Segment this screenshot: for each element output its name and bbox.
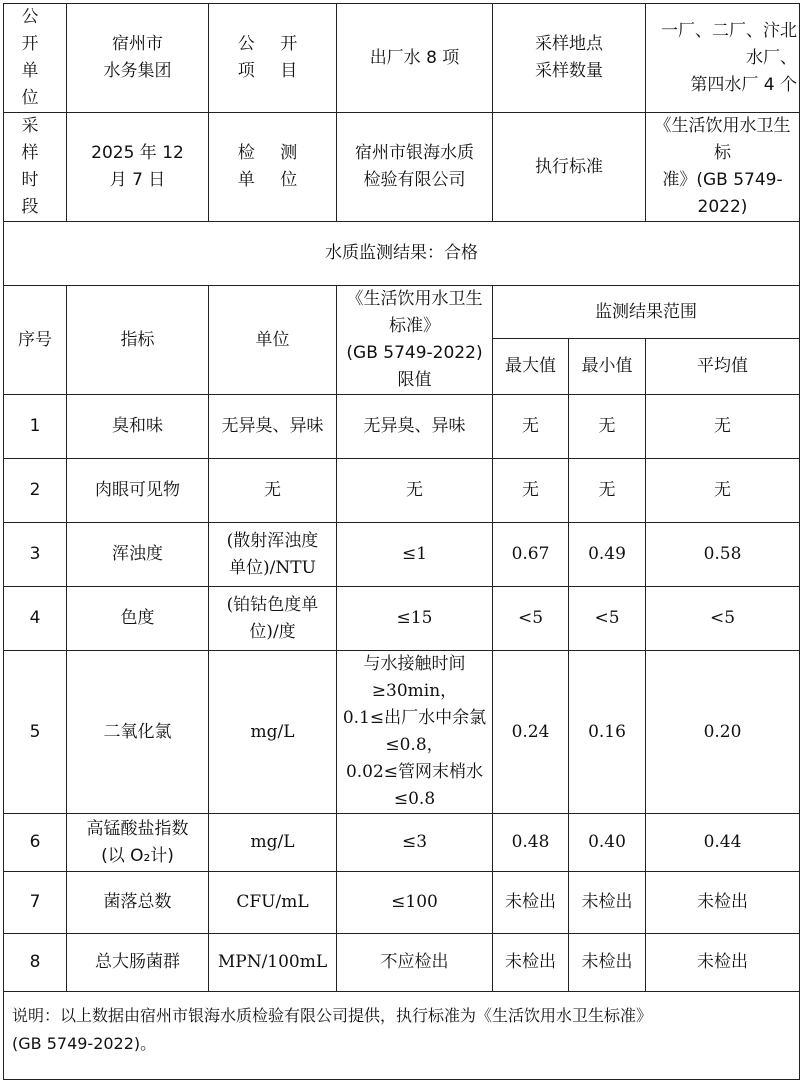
row-indicator [67, 872, 209, 934]
row-unit [209, 587, 337, 651]
note-line-2: (GB 5749-2022)。 [12, 1034, 157, 1053]
result-row [4, 222, 800, 286]
note-row [4, 992, 800, 1080]
sampling-site-value [646, 4, 800, 113]
row-indicator-line: 总大肠菌群 [95, 952, 180, 972]
row-unit [209, 523, 337, 587]
row-unit-line: MPN/100mL [217, 952, 328, 972]
row-indicator-line: 臭和味 [112, 416, 163, 436]
publisher-label-line-2: 单 位 [21, 61, 49, 108]
period-value-line-1: 2025 年 12 [91, 143, 184, 163]
row-indicator-line: 二氧化氯 [103, 721, 172, 742]
row-max: 0.67 [493, 523, 569, 587]
table-row [4, 523, 800, 587]
row-unit-line: 位)/度 [249, 621, 296, 642]
column-limit [337, 286, 493, 395]
column-limit-line-2: (GB 5749-2022)限值 [346, 343, 483, 390]
row-indicator-line: 高锰酸盐指数 [86, 818, 189, 839]
row-unit-line: (散射浑浊度 [226, 530, 319, 551]
row-limit-line: 0.02≤管网末梢水≤0.8 [345, 762, 484, 809]
row-max: 无 [493, 395, 569, 459]
row-unit-line: 无 [264, 480, 281, 500]
row-max: 0.24 [493, 651, 569, 814]
row-indicator [67, 934, 209, 992]
row-no: 7 [4, 872, 67, 934]
row-unit-line: 单位)/NTU [229, 557, 316, 578]
period-label-line-2: 时 段 [21, 170, 49, 217]
sampling-site-label [493, 4, 646, 113]
row-limit-line: 与水接触时间≥30min， [363, 654, 466, 701]
row-limit-line: ≤100 [391, 892, 438, 912]
lab-value-line-2: 检验有限公司 [363, 170, 466, 190]
publisher-value-line-2: 水务集团 [103, 61, 172, 81]
standard-value-line-2: 准》(GB 5749-2022) [662, 170, 783, 217]
row-indicator-line: 肉眼可见物 [95, 480, 180, 500]
items-label-line-1: 公 开 [237, 34, 308, 54]
row-max: 未检出 [493, 872, 569, 934]
row-indicator [67, 814, 209, 872]
row-limit-line: 0.1≤出厂水中余氯≤0.8， [342, 708, 487, 755]
row-max: 无 [493, 459, 569, 523]
lab-label [209, 113, 337, 222]
column-avg: 平均值 [646, 339, 800, 395]
row-unit-line: mg/L [250, 832, 295, 852]
row-min: 0.49 [569, 523, 646, 587]
row-indicator-line: (以 O₂计) [101, 845, 174, 866]
period-value [67, 113, 209, 222]
row-indicator-line: 色度 [120, 608, 155, 628]
row-indicator [67, 651, 209, 814]
row-min: 0.40 [569, 814, 646, 872]
row-limit [337, 814, 493, 872]
row-limit [337, 872, 493, 934]
standard-value [646, 113, 800, 222]
row-no: 3 [4, 523, 67, 587]
table-row [4, 814, 800, 872]
row-indicator-line: 浑浊度 [112, 544, 163, 564]
period-value-line-2: 月 7 日 [109, 170, 166, 190]
column-no: 序号 [4, 286, 67, 395]
row-unit-line: mg/L [250, 721, 295, 742]
row-unit [209, 651, 337, 814]
lab-label-line-1: 检 测 [237, 143, 308, 163]
publisher-label-line-1: 公 开 [21, 7, 49, 54]
column-min: 最小值 [569, 339, 646, 395]
row-indicator [67, 523, 209, 587]
period-label-line-1: 采 样 [21, 116, 49, 163]
row-limit [337, 934, 493, 992]
table-row [4, 395, 800, 459]
row-no: 4 [4, 587, 67, 651]
row-avg: 未检出 [646, 934, 800, 992]
table-row [4, 872, 800, 934]
row-limit-line: ≤1 [401, 544, 428, 564]
row-limit [337, 395, 493, 459]
row-min: 未检出 [569, 872, 646, 934]
row-min: 未检出 [569, 934, 646, 992]
items-label [209, 4, 337, 113]
row-avg: <5 [646, 587, 800, 651]
water-quality-report [3, 3, 800, 1080]
row-limit-line: ≤3 [401, 832, 428, 852]
row-limit-line: ≤15 [396, 608, 433, 628]
row-max: <5 [493, 587, 569, 651]
publisher-value-line-1: 宿州市 [112, 34, 163, 54]
row-indicator [67, 459, 209, 523]
row-avg: 0.44 [646, 814, 800, 872]
standard-value-line-1: 《生活饮用水卫生标 [654, 116, 791, 163]
period-label [4, 113, 67, 222]
row-avg: 0.58 [646, 523, 800, 587]
row-indicator [67, 395, 209, 459]
lab-value [337, 113, 493, 222]
row-avg: 无 [646, 459, 800, 523]
sampling-site-label-line-2: 采样数量 [535, 61, 603, 81]
table-row [4, 587, 800, 651]
row-no: 5 [4, 651, 67, 814]
note [4, 992, 800, 1080]
header-row-2 [4, 113, 800, 222]
column-limit-line-1: 《生活饮用水卫生标准》 [346, 289, 483, 336]
column-range: 监测结果范围 [493, 286, 800, 339]
row-min: 无 [569, 459, 646, 523]
table-row [4, 934, 800, 992]
row-limit-line: 无 [406, 480, 423, 500]
row-unit [209, 934, 337, 992]
publisher-label [4, 4, 67, 113]
row-avg: 未检出 [646, 872, 800, 934]
row-indicator-line: 菌落总数 [103, 892, 172, 912]
data-rows [4, 395, 800, 992]
table-row [4, 651, 800, 814]
row-min: 无 [569, 395, 646, 459]
lab-label-line-2: 单 位 [237, 170, 308, 190]
publisher-value [67, 4, 209, 113]
row-no: 8 [4, 934, 67, 992]
header-row-1 [4, 4, 800, 113]
row-unit [209, 459, 337, 523]
column-header-row-1 [4, 286, 800, 339]
row-limit-line: 无异臭、异味 [363, 416, 466, 436]
column-max: 最大值 [493, 339, 569, 395]
row-unit [209, 872, 337, 934]
lab-value-line-1: 宿州市银海水质 [355, 143, 474, 163]
items-value: 出厂水 8 项 [337, 4, 493, 113]
row-unit [209, 814, 337, 872]
row-avg: 无 [646, 395, 800, 459]
row-no: 6 [4, 814, 67, 872]
sampling-site-value-line-2: 第四水厂 4 个 [690, 74, 797, 95]
row-limit-line: 不应检出 [380, 952, 449, 972]
column-indicator: 指标 [67, 286, 209, 395]
sampling-site-label-line-1: 采样地点 [535, 34, 603, 54]
standard-label: 执行标准 [493, 113, 646, 222]
row-min: 0.16 [569, 651, 646, 814]
row-limit [337, 523, 493, 587]
row-unit [209, 395, 337, 459]
row-indicator [67, 587, 209, 651]
note-line-1: 说明：以上数据由宿州市银海水质检验有限公司提供，执行标准为《生活饮用水卫生标准》 [12, 1006, 653, 1025]
row-limit [337, 651, 493, 814]
items-label-line-2: 项 目 [237, 61, 308, 81]
row-unit-line: (铂钴色度单 [226, 594, 319, 615]
row-no: 2 [4, 459, 67, 523]
sampling-site-value-line-1: 一厂、二厂、汴北水厂、 [661, 20, 797, 68]
row-no: 1 [4, 395, 67, 459]
row-max: 未检出 [493, 934, 569, 992]
row-unit-line: CFU/mL [236, 892, 309, 912]
row-max: 0.48 [493, 814, 569, 872]
row-min: <5 [569, 587, 646, 651]
column-unit: 单位 [209, 286, 337, 395]
row-unit-line: 无异臭、异味 [221, 416, 324, 436]
table-row [4, 459, 800, 523]
report-table [3, 3, 800, 1080]
row-limit [337, 459, 493, 523]
row-limit [337, 587, 493, 651]
row-avg: 0.20 [646, 651, 800, 814]
result-text: 水质监测结果：合格 [4, 222, 800, 286]
